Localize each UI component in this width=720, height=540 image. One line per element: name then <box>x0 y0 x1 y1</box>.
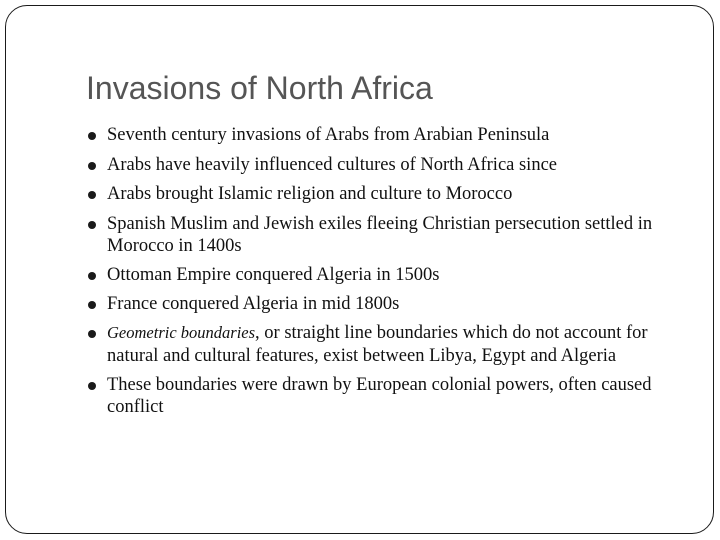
bullet-item <box>88 213 698 258</box>
bullet-dot-icon <box>88 301 96 309</box>
bullet-dot-icon <box>88 191 96 199</box>
bullet-item <box>88 264 698 287</box>
bullet-item <box>88 293 698 316</box>
bullet-text: Seventh century invasions of Arabs from Arabian Peninsula <box>107 125 550 145</box>
bullet-dot-icon <box>88 162 96 170</box>
bullet-text: Arabs have heavily influenced cultures of North Africa since <box>107 154 557 175</box>
bullet-dot-icon <box>88 132 96 140</box>
geometric-boundaries-term: Geometric boundaries <box>107 323 256 342</box>
bullet-dot-icon <box>88 272 96 280</box>
bullet-text: France conquered Algeria in mid 1800s <box>107 294 400 314</box>
bullet-dot-icon <box>88 382 96 390</box>
bullet-text: Arabs brought Islamic religion and culture to Morocco <box>107 184 513 204</box>
bullet-text: Ottoman Empire conquered Algeria in 1500s <box>107 265 440 285</box>
bullet-item <box>88 154 698 177</box>
slide-title: Invasions of North Africa <box>86 70 433 106</box>
bullet-item <box>88 183 698 206</box>
bullet-text: These boundaries were drawn by European colonial powers, often caused conflict <box>107 374 652 417</box>
slide-frame <box>5 5 714 534</box>
bullet-item <box>88 124 698 147</box>
bullet-text <box>107 323 648 366</box>
bullet-item <box>88 374 698 419</box>
bullet-text: Spanish Muslim and Jewish exiles fleeing Christian persecution settled in Morocco in 1400s <box>107 213 653 256</box>
bullet-text-rest: , or straight line boundaries which do not account for natural and cultural features, exist between Libya, Egypt and Algeria <box>107 323 648 366</box>
bullet-item <box>88 322 698 367</box>
bullet-list <box>88 124 698 425</box>
bullet-dot-icon <box>88 330 96 338</box>
bullet-dot-icon <box>88 221 96 229</box>
